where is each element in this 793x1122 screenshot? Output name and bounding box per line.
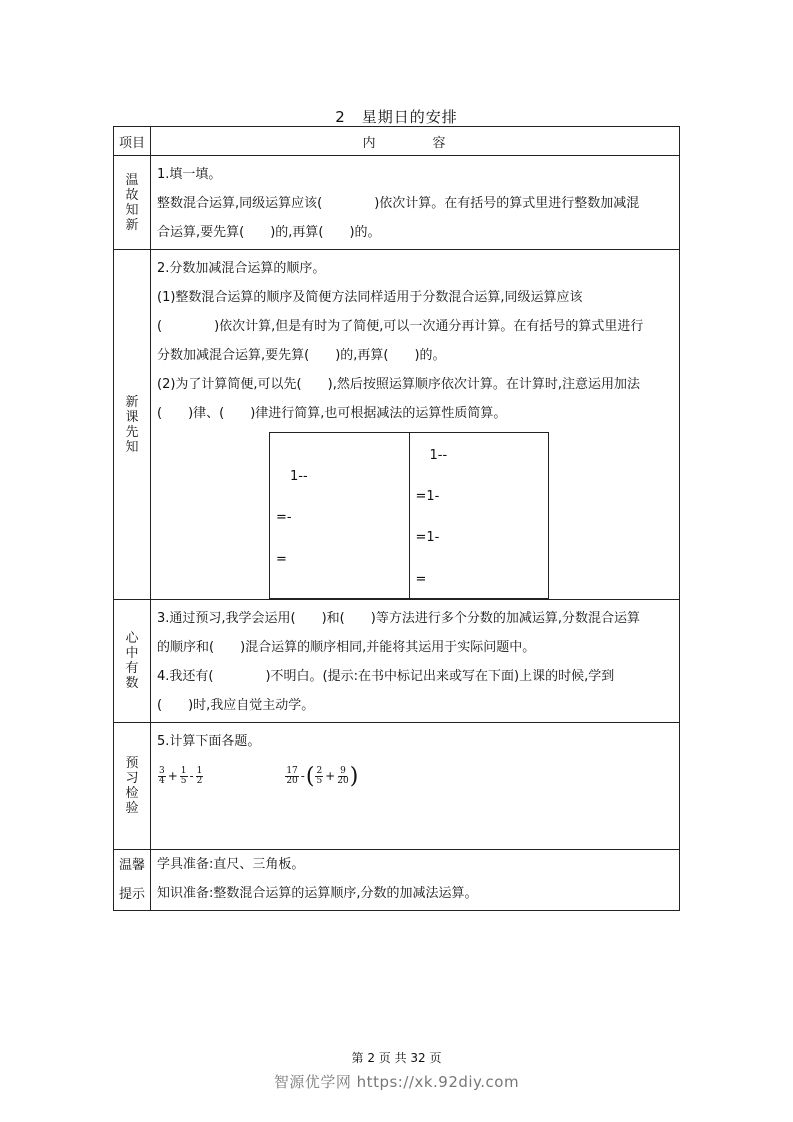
tips-label-2: 提示 (118, 887, 145, 902)
example-line: =1- (415, 489, 440, 504)
preview-line: (1)整数混合运算的顺序及简便方法同样适用于分数混合运算,同级运算应该 (157, 290, 583, 305)
header-content: 内 容 (151, 127, 680, 156)
preview-row (114, 250, 680, 600)
example-line: =1- (415, 530, 440, 545)
expression-2: $\frac{17}{20}$ - ( $\frac{2}{5}$ + $\frac{9}{20}$ ) (286, 763, 359, 789)
preview-line: (2)为了计算简便,可以先( ),然后按照运算顺序依次计算。在计算时,注意运用加法 (157, 377, 640, 392)
header-item: 项目 (114, 127, 151, 156)
reflect-line: ( )时,我应自觉主动学。 (157, 698, 315, 713)
review-row (114, 156, 680, 250)
reflect-content (151, 600, 679, 722)
tips-line: 学具准备:直尺、三角板。 (157, 857, 305, 872)
reflect-row (114, 600, 680, 723)
review-content (151, 156, 679, 249)
preview-label: 新课先知 (125, 394, 139, 455)
preview-line: ( )依次计算,但是有时为了简便,可以一次通分再计算。在有括号的算式里进行 (157, 319, 644, 334)
example-line: 1-- (429, 448, 448, 463)
example-line: =- (276, 510, 292, 525)
review-line: 合运算,要先算( )的,再算( )的。 (157, 225, 381, 240)
example-line: 1-- (290, 469, 308, 484)
check-row (114, 723, 680, 850)
reflect-line: 3.通过预习,我学会运用( )和( )等方法进行多个分数的加减运算,分数混合运算 (157, 611, 640, 626)
reflect-line: 的顺序和( )混合运算的顺序相同,并能将其运用于实际问题中。 (157, 640, 536, 655)
tips-content (151, 850, 679, 910)
example-right (409, 433, 549, 598)
page-footer: 第 2 页 共 32 页 (351, 1051, 442, 1065)
reflect-label: 心中有数 (125, 631, 139, 691)
preview-content (151, 250, 679, 430)
check-label: 预习检验 (125, 756, 139, 816)
worked-example-box (269, 432, 549, 599)
reflect-line: 4.我还有( )不明白。(提示:在书中标记出来或写在下面)上课的时候,学到 (157, 669, 615, 684)
example-line: = (415, 572, 427, 587)
review-line: 整数混合运算,同级运算应该( )依次计算。在有括号的算式里进行整数加减混 (157, 196, 640, 211)
example-left (270, 433, 409, 598)
review-line: 1.填一填。 (157, 167, 222, 182)
preview-line: ( )律、( )律进行简算,也可根据减法的运算性质简算。 (157, 406, 507, 421)
check-content (151, 723, 679, 793)
expression-1: $\frac{3}{4}$ + $\frac{1}{5}$ - $\frac{1}{2}$ (159, 766, 203, 786)
page-title: 2 星期日的安排 (335, 108, 458, 126)
lesson-table (113, 126, 680, 911)
example-line: = (276, 552, 287, 567)
review-label: 温故知新 (125, 172, 139, 233)
tips-line: 知识准备:整数混合运算的运算顺序,分数的加减法运算。 (157, 886, 478, 901)
tips-row (114, 850, 680, 911)
preview-line: 2.分数加减混合运算的顺序。 (157, 261, 326, 276)
table-header-row (114, 127, 680, 156)
check-heading: 5.计算下面各题。 (157, 734, 261, 749)
tips-label-1: 温馨 (118, 858, 145, 873)
preview-line: 分数加减混合运算,要先算( )的,再算( )的。 (157, 348, 446, 363)
watermark: 智源优学网 https://xk.92diy.com (273, 1073, 520, 1091)
